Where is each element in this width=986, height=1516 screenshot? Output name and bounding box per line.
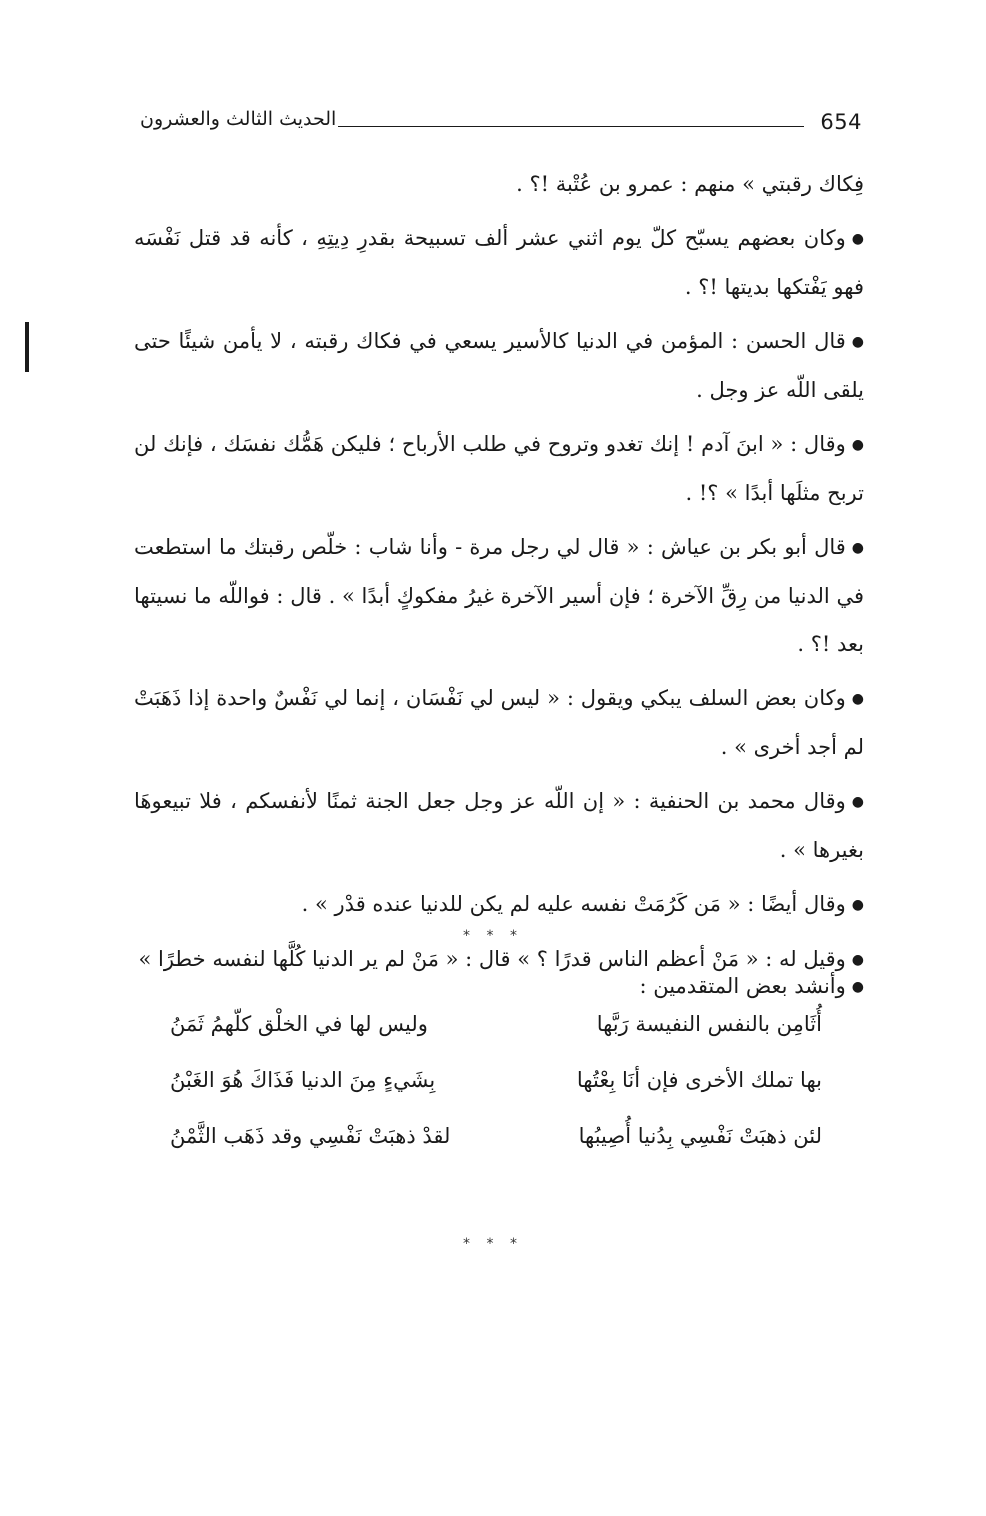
poem-intro	[134, 966, 864, 1007]
paragraph	[134, 777, 864, 874]
paragraph	[134, 420, 864, 517]
end-separator: * * *	[463, 1236, 523, 1252]
poem-verse	[170, 1124, 822, 1180]
margin-mark	[25, 322, 29, 372]
verse-second-hemistich: وليس لها في الخلْق كلّهمُ ثَمَنُ	[170, 1012, 428, 1036]
poem-verse	[170, 1012, 822, 1068]
verse-second-hemistich: بِشَيءٍ مِنَ الدنيا فَذَاكَ هُوَ الغَبْنُ	[170, 1068, 436, 1092]
bullet-icon: ●	[851, 691, 864, 707]
poem-verse	[170, 1068, 822, 1124]
bullet-icon: ●	[851, 979, 864, 995]
verse-first-hemistich: أُثَامِن بالنفس النفيسة رَبَّها	[596, 1012, 822, 1036]
paragraph-text: وكان بعض السلف يبكي ويقول : « ليس لي نَفْسَان ، إنما لي نَفْسٌ واحدة إذا ذَهَبَتْ لم أجد أخرى » .	[134, 686, 864, 759]
bullet-icon: ●	[851, 952, 864, 968]
body-text	[134, 160, 864, 990]
paragraph-text: وقال محمد بن الحنفية : « إن اللّه عز وجل جعل الجنة ثمنًا لأنفسكم ، فلا تبيعوهَا بغيرها » .	[134, 789, 864, 862]
poem-intro-text: وأنشد بعض المتقدمين :	[639, 974, 846, 998]
bullet-icon: ●	[851, 437, 864, 453]
paragraph-text: قال أبو بكر بن عياش : « قال لي رجل مرة - وأنا شاب : خلّص رقبتك ما استطعت في الدنيا من رِقِّ الآخرة ؛ فإن أسير الآخرة غيرُ مفكوكٍ أبدًا » . قال : فواللّه ما نسيتها بعد !؟ .	[134, 535, 864, 656]
paragraph-text: وقال أيضًا : « مَن كَرُمَتْ نفسه عليه لم يكن للدنيا عنده قدْر » .	[301, 892, 846, 916]
bullet-icon: ●	[851, 334, 864, 350]
bullet-icon: ●	[851, 897, 864, 913]
page-number: 654	[820, 110, 862, 134]
poem	[170, 1012, 822, 1180]
paragraph	[134, 880, 864, 929]
bullet-icon: ●	[851, 794, 864, 810]
paragraph-text: وقال : « ابنَ آدم ! إنك تغدو وتروح في طلب الأرباح ؛ فليكن هَمُّك نفسَك ، فإنك لن تربح مثلَها أبدًا » ؟! .	[134, 432, 864, 505]
bullet-icon: ●	[851, 540, 864, 556]
running-header	[140, 108, 862, 144]
paragraph	[134, 214, 864, 311]
verse-first-hemistich: بها تملك الأخرى فإن أنَا بِعْتُها	[576, 1068, 822, 1092]
verse-second-hemistich: لقدْ ذهبَتْ نَفْسِي وقد ذَهَب الثَّمْنُ	[170, 1124, 451, 1148]
verse-first-hemistich: لئن ذهبَتْ نَفْسِي بِدُنيا أُصِيبُها	[578, 1124, 822, 1148]
paragraph-text: وكان بعضهم يسبّح كلّ يوم اثني عشر ألف تسبيحة بقدرِ دِيتِهِ ، كأنه قد قتل نَفْسَه فهو يَفْتكها بديتها !؟ .	[134, 226, 864, 299]
paragraph-text: قال الحسن : المؤمن في الدنيا كالأسير يسعي في فكاك رقبته ، لا يأمن شيئًا حتى يلقى اللّه عز وجل .	[134, 329, 864, 402]
paragraph	[134, 674, 864, 771]
intro-line: فِكاك رقبتي » منهم : عمرو بن عُتْبة !؟ .	[516, 172, 864, 196]
header-rule	[338, 126, 804, 127]
running-title: الحديث الثالث والعشرون	[140, 108, 337, 130]
bullet-icon: ●	[851, 231, 864, 247]
paragraph	[134, 523, 864, 668]
section-separator: * * *	[463, 928, 523, 944]
paragraph	[134, 317, 864, 414]
paragraph-text: وقيل له : « مَنْ أعظم الناس قدرًا ؟ » قال : « مَنْ لم ير الدنيا كُلَّها لنفسه خطرًا »	[138, 947, 846, 971]
